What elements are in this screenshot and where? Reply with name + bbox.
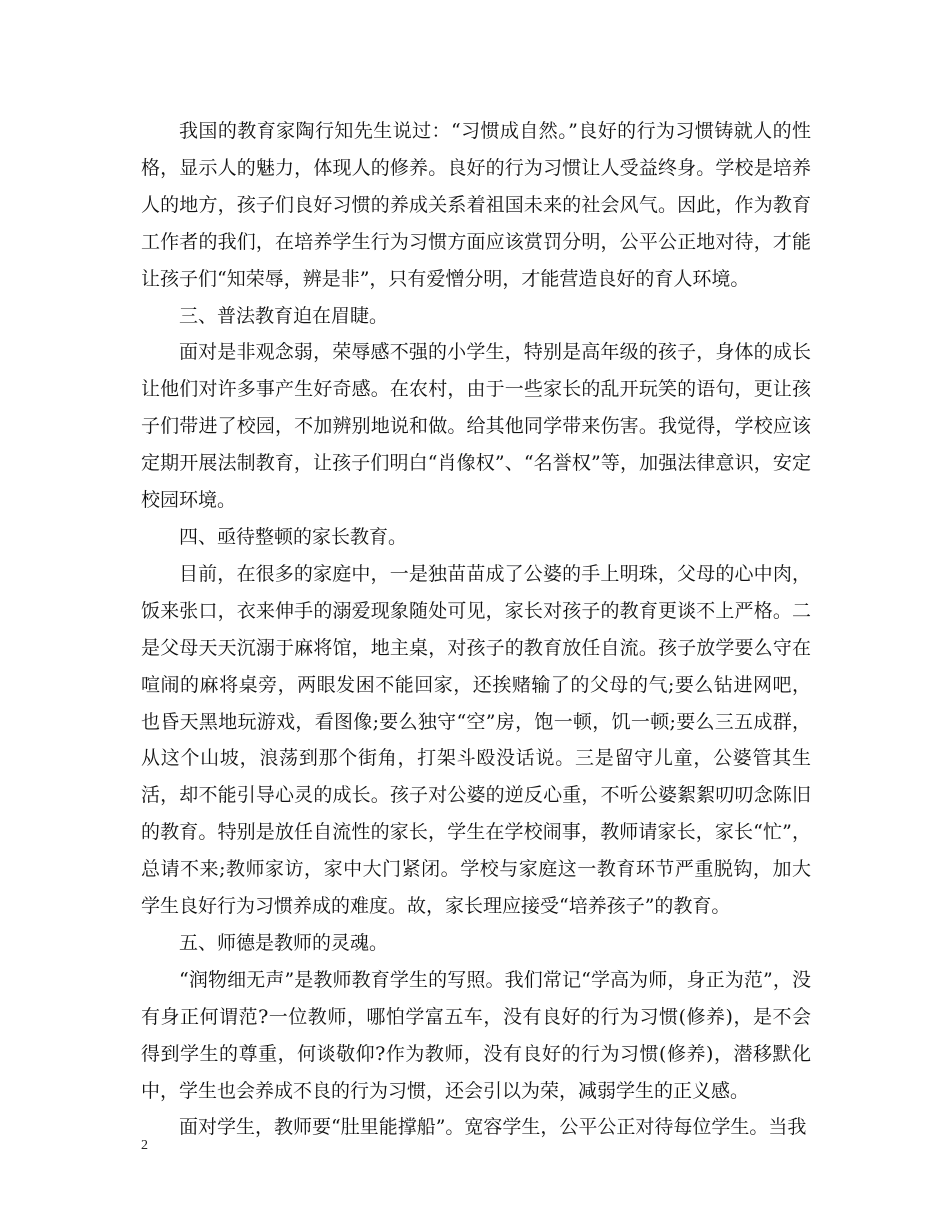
body-text [141,113,811,1146]
page-number: 2 [141,1138,148,1153]
paragraph: 目前，在很多的家庭中，一是独苗苗成了公婆的手上明珠，父母的心中肉，饭来张口，衣来伸手的溺爱现象随处可见，家长对孩子的教育更谈不上严格。二是父母天天沉溺于麻将馆，地主桌，对孩子的教育放任自流。孩子放学要么守在喧闹的麻将桌旁，两眼发困不能回家，还挨赌输了的父母的气;要么钻进网吧，也昏天黑地玩游戏，看图像;要么独守“空”房，饱一顿，饥一顿;要么三五成群，从这个山坡，浪荡到那个街角，打架斗殴没话说。三是留守儿童，公婆管其生活，却不能引导心灵的成长。孩子对公婆的逆反心重，不听公婆絮絮叨叨念陈旧的教育。特别是放任自流性的家长，学生在学校闹事，教师请家长，家长“忙”，总请不来;教师家访，家中大门紧闭。学校与家庭这一教育环节严重脱钩，加大学生良好行为习惯养成的难度。故，家长理应接受“培养孩子”的教育。 [141,562,811,918]
paragraph: “润物细无声”是教师教育学生的写照。我们常记“学高为师，身正为范”，没有身正何谓范?一位教师，哪怕学富五车，没有良好的行为习惯(修养)，是不会得到学生的尊重，何谈敬仰?作为教师，没有良好的行为习惯(修养)，潜移默化中，学生也会养成不良的行为习惯，还会引以为荣，减弱学生的正义感。 [141,968,811,1102]
section-heading: 三、普法教育迫在眉睫。 [179,304,389,327]
paragraph: 面对学生，教师要“肚里能撑船”。宽容学生，公平公正对待每位学生。当我 [179,1116,807,1139]
paragraph: 面对是非观念弱，荣辱感不强的小学生，特别是高年级的孩子，身体的成长让他们对许多事产生好奇感。在农村，由于一些家长的乱开玩笑的语句，更让孩子们带进了校园，不加辨别地说和做。给其他同学带来伤害。我觉得，学校应该定期开展法制教育，让孩子们明白“肖像权”、“名誉权”等，加强法律意识，安定校园环境。 [141,341,811,512]
section-heading: 四、亟待整顿的家长教育。 [179,525,408,548]
paragraph: 我国的教育家陶行知先生说过：“习惯成自然。”良好的行为习惯铸就人的性格，显示人的魅力，体现人的修养。良好的行为习惯让人受益终身。学校是培养人的地方，孩子们良好习惯的养成关系着祖国未来的社会风气。因此，作为教育工作者的我们，在培养学生行为习惯方面应该赏罚分明，公平公正地对待，才能让孩子们“知荣辱，辨是非”，只有爱憎分明，才能营造良好的育人环境。 [141,120,811,290]
section-heading: 五、师德是教师的灵魂。 [179,931,389,954]
